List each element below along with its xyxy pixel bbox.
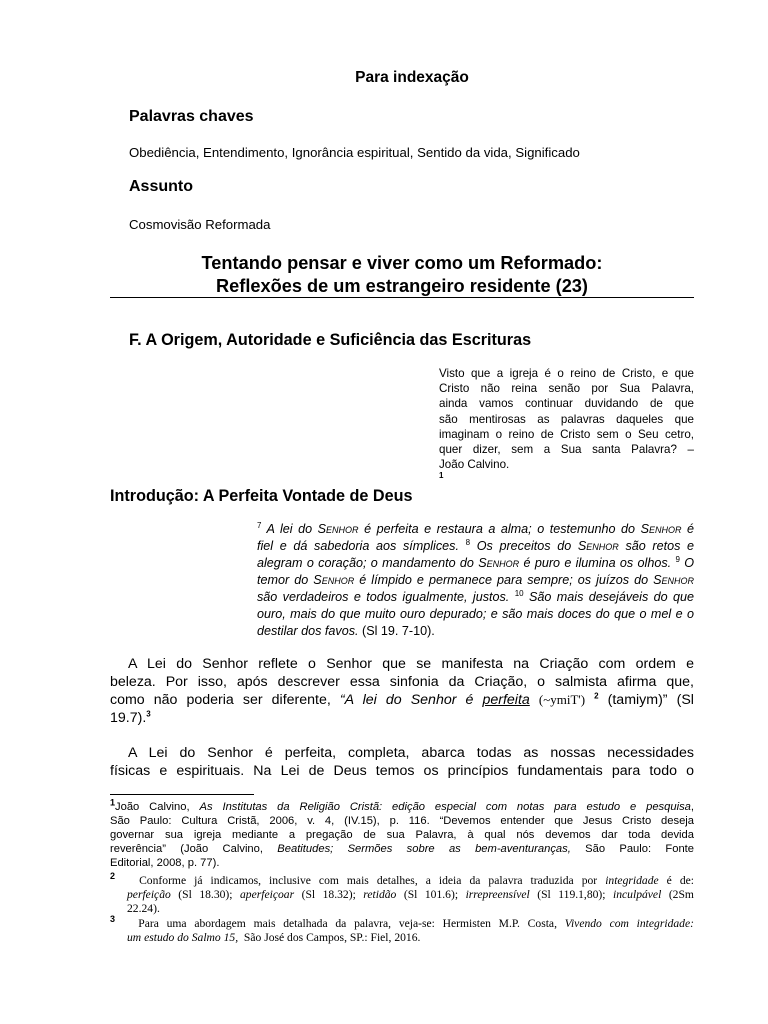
epigraph-author-name: João Calvino. bbox=[439, 458, 510, 472]
paragraph-1 bbox=[110, 656, 694, 727]
footnote-number: 3 bbox=[110, 914, 116, 925]
psalm-lord: Senhor bbox=[653, 573, 695, 587]
epigraph-line: são mentirosas as palavras daqueles que bbox=[439, 412, 694, 426]
footnote-text: (Sl 18.32); bbox=[301, 888, 356, 901]
psalm-lord: Senhor bbox=[640, 522, 682, 536]
footnote-title: As Institutas da Religião Cristã: edição especial com notas para estudo e pesquisa bbox=[199, 801, 691, 813]
footnote-term: inculpável bbox=[613, 888, 662, 901]
footnote-number: 2 bbox=[110, 871, 116, 882]
psalm-text: fiel e dá sabedoria aos símplices. bbox=[257, 539, 459, 553]
psalm-text: são retos e bbox=[625, 539, 695, 553]
footnote-line bbox=[110, 888, 694, 902]
quote-underlined: perfeita bbox=[482, 692, 530, 708]
footnote-ref-2[interactable]: 2 bbox=[594, 691, 599, 701]
psalm-text: ouro, mais do que muito ouro depurado; e são mais doces do que o mel e o bbox=[257, 607, 694, 621]
epigraph-line: imaginam o reino de Cristo sem o Seu cetro, bbox=[439, 427, 694, 441]
verse-number: 10 bbox=[514, 588, 524, 598]
paragraph-line bbox=[110, 691, 694, 710]
title-rule bbox=[110, 297, 694, 298]
footnote-text: (2Sm bbox=[668, 888, 694, 901]
intro-heading: Introdução: A Perfeita Vontade de Deus bbox=[110, 487, 413, 505]
footnote-line bbox=[110, 914, 694, 931]
footnote-title: um estudo do Salmo 15, bbox=[127, 931, 239, 944]
footnote-ref-1[interactable]: 1 bbox=[439, 471, 444, 481]
epigraph-line: ainda vamos continuar duvidando de que bbox=[439, 397, 694, 411]
footnote-term: aperfeiçoar bbox=[240, 888, 295, 901]
psalm-text: alegram o coração; o mandamento do bbox=[257, 556, 474, 570]
hebrew-transliteration: (~ymiT') bbox=[538, 692, 586, 707]
section-heading: F. A Origem, Autoridade e Suficiência das Escrituras bbox=[129, 331, 532, 349]
footnote-term: retidão bbox=[363, 888, 397, 901]
epigraph-line: Cristo não reina senão por Sua Palavra, bbox=[439, 382, 694, 396]
paragraph-text: (tamiym)” bbox=[607, 692, 668, 708]
psalm-text: A lei do bbox=[266, 522, 313, 536]
footnote-title: Vivendo com integridade: bbox=[564, 917, 694, 930]
footnote-text: (Sl 101.6); bbox=[403, 888, 459, 901]
paragraph-line: A Lei do Senhor reflete o Senhor que se manifesta na Criação com ordem e bbox=[128, 656, 694, 672]
article-title-line2: Reflexões de um estrangeiro residente (23) bbox=[216, 276, 588, 296]
footnote-line: Editorial, 2008, p. 77). bbox=[110, 857, 220, 869]
footnote-text: Conforme já indicamos, inclusive com mais detalhes, a ideia da palavra traduzida por bbox=[139, 874, 598, 887]
psalm-text: são verdadeiros e todos igualmente, justos. bbox=[257, 590, 510, 604]
psalm-text: é bbox=[687, 522, 695, 536]
psalm-text: é límpido e permanece para sempre; os juízos do bbox=[359, 573, 649, 587]
psalm-reference: (Sl 19. 7-10). bbox=[362, 624, 435, 638]
article-title bbox=[110, 252, 694, 298]
footnote-text: reverência” (João Calvino, bbox=[110, 843, 263, 855]
paragraph-line bbox=[110, 710, 694, 728]
footnote-text: São José dos Campos, SP.: Fiel, 2016. bbox=[243, 931, 421, 944]
footnote-line: governar sua igreja mediante a pregação de sua Palavra, à qual nós devemos dar toda devida bbox=[110, 829, 694, 841]
footnote-line bbox=[110, 797, 694, 814]
subject-text: Cosmovisão Reformada bbox=[129, 217, 271, 232]
psalm-text: O bbox=[684, 556, 695, 570]
psalm-lord: Senhor bbox=[478, 556, 520, 570]
verse-number: 8 bbox=[465, 537, 471, 547]
verse-number: 9 bbox=[675, 554, 680, 564]
psalm-text: é puro e ilumina os olhos. bbox=[523, 556, 672, 570]
epigraph-line: Visto que a igreja é o reino de Cristo, e que bbox=[439, 367, 694, 380]
footnote-title: Beatitudes; Sermões sobre as bem-aventuranças, bbox=[277, 843, 571, 855]
subject-heading: Assunto bbox=[129, 178, 193, 195]
footnote-2 bbox=[110, 871, 694, 916]
epigraph bbox=[439, 366, 694, 488]
footnote-text: Para uma abordagem mais detalhada da palavra, veja-se: Hermisten M.P. Costa, bbox=[138, 917, 557, 930]
paragraph-line: beleza. Por isso, após descrever essa sinfonia da Criação, o salmista afirma que, bbox=[110, 673, 694, 690]
quote-part: “A lei do Senhor é bbox=[339, 692, 474, 708]
indexing-title: Para indexação bbox=[355, 69, 469, 86]
footnote-text: São Paulo: Fonte bbox=[585, 843, 695, 855]
paragraph-2 bbox=[110, 745, 694, 780]
footnote-number: 1 bbox=[110, 797, 116, 808]
keywords-text: Obediência, Entendimento, Ignorância espiritual, Sentido da vida, Significado bbox=[129, 145, 580, 160]
article-title-line1: Tentando pensar e viver como um Reformado: bbox=[201, 253, 603, 273]
psalm-text: São mais desejáveis do que bbox=[529, 590, 695, 604]
paragraph-text: 19.7). bbox=[110, 709, 147, 726]
psalm-lord: Senhor bbox=[313, 573, 355, 587]
footnote-line bbox=[110, 871, 694, 888]
psalm-lord: Senhor bbox=[317, 522, 359, 536]
footnote-line bbox=[110, 842, 694, 856]
paragraph-line: A Lei do Senhor é perfeita, completa, abarca todas as nossas necessidades bbox=[128, 745, 694, 761]
footnote-term: irrepreensível bbox=[465, 888, 530, 901]
footnote-text: é de: bbox=[666, 874, 694, 887]
epigraph-author bbox=[439, 457, 694, 487]
verse-number: 7 bbox=[257, 520, 262, 530]
epigraph-line: quer dizer, sem a Sua santa Palavra? – bbox=[439, 443, 694, 457]
psalm-text: destilar dos favos. bbox=[257, 624, 359, 638]
footnote-term: perfeição bbox=[127, 888, 171, 901]
footnote-separator bbox=[110, 794, 254, 795]
quote-text bbox=[340, 692, 530, 708]
psalm-lord: Senhor bbox=[577, 539, 619, 553]
footnote-text: , bbox=[690, 801, 694, 813]
footnote-text: (Sl 119.1,80); bbox=[537, 888, 606, 901]
footnote-3 bbox=[110, 914, 694, 945]
psalm-text: é perfeita e restaura a alma; o testemunho do bbox=[364, 522, 636, 536]
footnote-text: João Calvino, bbox=[115, 801, 190, 813]
psalm-quote bbox=[257, 521, 694, 640]
footnote-ref-3[interactable]: 3 bbox=[146, 708, 151, 718]
paragraph-line: físicas e espirituais. Na Lei de Deus temos os princípios fundamentais para todo o bbox=[110, 762, 694, 779]
footnote-line: São Paulo: Cultura Cristã, 2006, v. 4, (IV.15), p. 116. “Devemos entender que Jesus Cristo deseja bbox=[110, 815, 694, 827]
footnote-text: (Sl 18.30); bbox=[178, 888, 233, 901]
footnote-term: integridade bbox=[605, 874, 659, 887]
keywords-heading: Palavras chaves bbox=[129, 108, 254, 125]
paragraph-text: como não poderia ser diferente, bbox=[110, 692, 331, 708]
psalm-text: temor do bbox=[257, 573, 309, 587]
footnote-line bbox=[110, 931, 694, 945]
footnote-1 bbox=[110, 797, 695, 870]
psalm-text: Os preceitos do bbox=[476, 539, 572, 553]
paragraph-text: (Sl bbox=[676, 692, 694, 708]
footnote-line: 22.24). bbox=[127, 902, 160, 915]
